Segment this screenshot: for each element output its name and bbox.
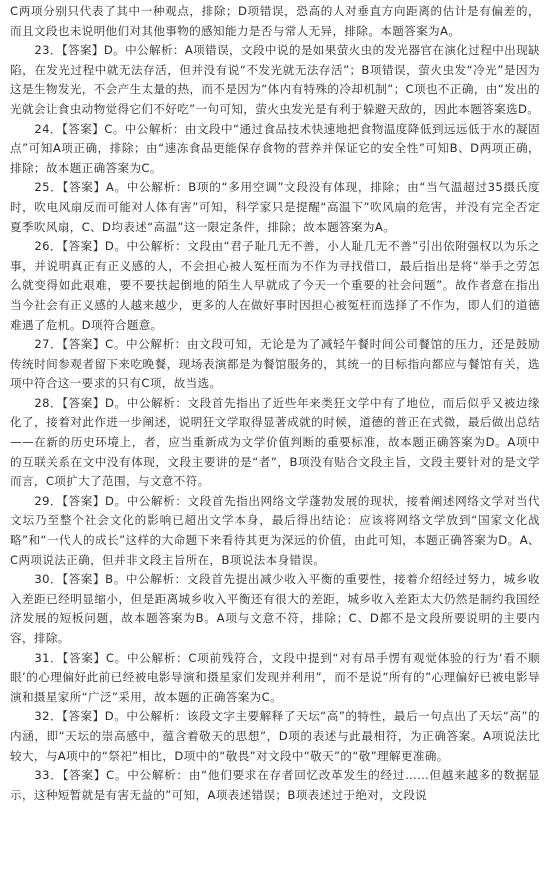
paragraph-q29: 29．【答案】D。中公解析：文段首先指出网络文学蓬勃发展的现状，接着阐述网络文学对当代文坛乃至整个社会文化的影响已超出文学本身，最后得出结论：应该将网络文学放到“国家文化战略”和“一代人的成长”这样的大命题下来看待其更为深远的价值，由此可知，本题正确答案为D。A、C两项说法正确，但并非文段主旨所在，B项说法本身错误。 — [10, 493, 540, 567]
paragraph-q27: 27．【答案】C。中公解析：由文段可知，无论是为了减轻午餐时间公司餐馆的压力，还是鼓励传统时间参观者留下来吃晚餐，现场表演都是为餐馆服务的，其统一的目标指向都应与餐馆有关，选项中符合这一要求的只有C项，故当选。 — [10, 337, 540, 391]
paragraph-q26: 26．【答案】D。中公解析：文段由“君子耻几无不善，小人耻几无不善”引出依附强权以为乐之事，并说明真正有正义感的人，不会担心被人冤枉而为不作为寻找借口，最后指出是将“举手之劳怎么就变得如此艰难，要不要扶起倒地的陌生人早就成了今天一个重要的社会问题”。故作者意在指出当今社会有正义感的人越来越少，更多的人在做好事时因担心被冤枉而选择了不作为，即人们的道德难遇了危机。D项符合题意。 — [10, 239, 540, 332]
paragraph-q25: 25．【答案】A。中公解析：B项的“多用空调”文段没有体现，排除；由“当气温超过35摄氏度时，吹电风扇反而可能对人体有害”可知，科学家只是提醒“高温下”吹风扇的危害，并没有完全否定夏季吹风扇，C、D均表述“高温”这一限定条件，排除；故本题答案为A。 — [10, 180, 540, 234]
paragraph-q24: 24．【答案】C。中公解析：由文段中“通过食品技术快速地把食物温度降低到远远低于水的凝固点”可知A项正确，排除；由“速冻食品更能保存食物的营养并保证它的安全性”可知B、D两项正确，排除；故本题正确答案为C。 — [10, 121, 540, 175]
paragraph-q32: 32．【答案】D。中公解析：该段文字主要解释了天坛“高”的特性，最后一句点出了天坛“高”的内涵，即“天坛的崇高感中，蕴含着敬天的思想”，D项的表述与此最相符，为正确答案。A项说法比较大，与A项中的“祭祀”相比，D项中的“敬畏”对文段中“敬天”的“敬”理解更准确。 — [10, 709, 540, 763]
paragraph-q28: 28．【答案】D。中公解析：文段首先指出了近些年来类狂文学中有了地位，而后似乎又被边缘化了，接着对此作进一步阐述，说明狂文学取得显著成就的时候，道德的普正在式微，最后做出总结——在新的历史环境上，者，应当重新成为文学价值判断的重要标准，故本题正确答案为D。A项中的互联关系在文中没有体现，文段主要讲的是“者”，B项没有贴合文段主旨，文段主要针对的是文学而言，C项扩大了范围，与文意不符。 — [10, 395, 540, 489]
paragraph-intro-continuation: C两项分别只代表了其中一种观点，排除；D项错误，恐高的人对垂直方向距离的估计是有偏差的，而且文段也未说明他们对其他事物的感知能力是否与常人无异，排除。本题答案为A。 — [10, 4, 540, 38]
paragraph-q31: 31．【答案】C。中公解析：C项前残符合，文段中提到“对有昂手愣有观觉体验的行为‘看不顺眼’的心理偏好此前已经被电影导演和摄星家们发现并利用”，而不是说“所有的”心理偏好已被电影导演和摄星家所“广泛”采用，故本题的正确答案为C。 — [10, 650, 540, 704]
paragraph-q30: 30．【答案】B。中公解析：文段首先提出减少收入平衡的重要性，接着介绍经过努力，城乡收入差距已经明显缩小，但是距离城乡收入平衡还有很大的差距，城乡收入差距太大仍然是制约我国经济发展的短板问题，故本题答案为B。A项与文意不符，排除；C、D都不是文段所要说明的主要内容，排除。 — [10, 572, 540, 645]
paragraph-q33: 33．【答案】C。中公解析：由“他们要求在存者回忆改革发生的经过……但越来越多的数据显示，这种短暂就是有害无益的”可知，A项表述错误；B项表述过于绝对，文段说 — [10, 768, 540, 802]
paragraph-q23: 23．【答案】D。中公解析：A项错误，文段中说的是如果萤火虫的发光器官在演化过程中出现缺陷，在发光过程中就无法存活，但并没有说“不发光就无法存活”；B项错误，萤火虫发“冷光”是因为这是生物发光，不会产生太量的热，而不是因为“体内有特殊的冷却机制”；C项也不正确，由“发出的光就会让食虫动物觉得它们不好吃”一句可知，萤火虫发光是有利于躲避天敌的，因此本题答案选D。 — [10, 43, 540, 116]
